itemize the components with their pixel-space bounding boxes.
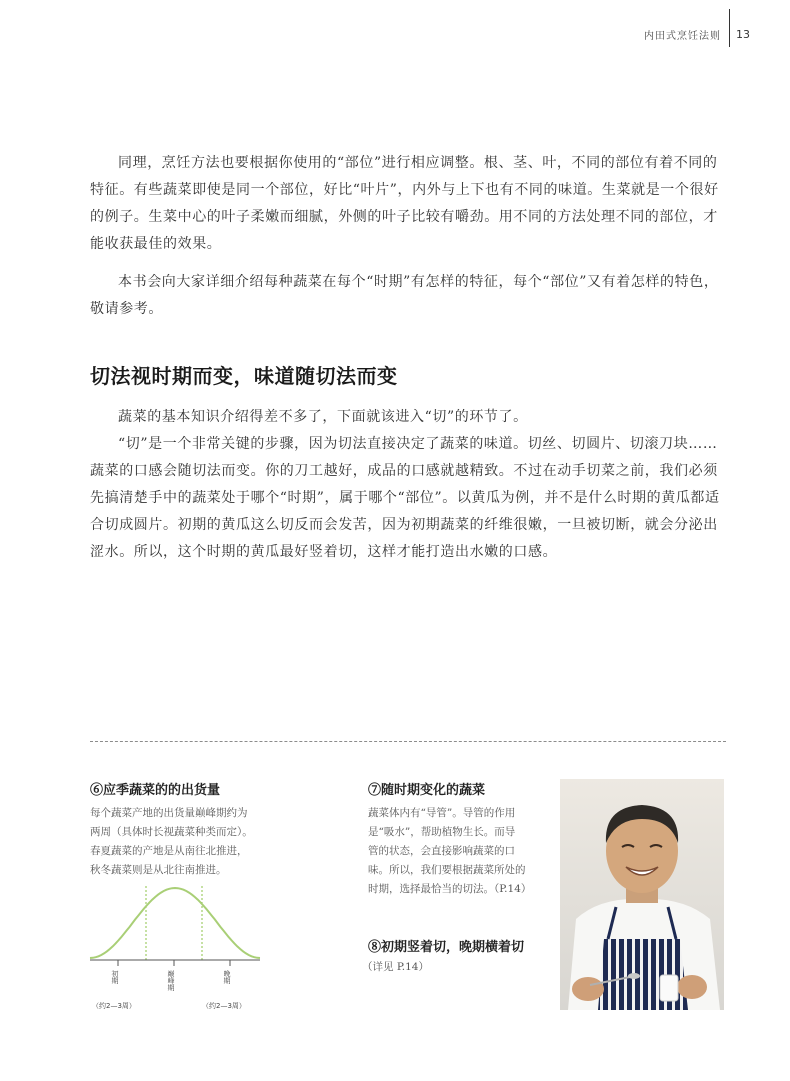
page-number: 13 bbox=[736, 27, 750, 41]
intro-paragraph-2: 本书会向大家详细介绍每种蔬菜在每个“时期”有怎样的特征，每个“部位”又有着怎样的特色，敬请参考。 bbox=[90, 274, 719, 317]
section-paragraph-1: 蔬菜的基本知识介绍得差不多了，下面就该进入“切”的环节了。 bbox=[118, 409, 528, 425]
shipment-curve-chart bbox=[90, 880, 265, 1020]
dashed-divider bbox=[90, 741, 726, 742]
note6-line: 两周（具体时长视蔬菜种类而定）。 bbox=[90, 826, 253, 838]
period-label-early: 初期 bbox=[111, 970, 119, 984]
note7-line: 管的状态，会直接影响蔬菜的口 bbox=[368, 845, 515, 857]
note7-line: 时期，选择最恰当的切法。（P.14） bbox=[368, 883, 532, 895]
note6-title: ⑥应季蔬菜的的出货量 bbox=[90, 783, 221, 798]
note7-text bbox=[368, 804, 553, 899]
note6-line: 秋冬蔬菜则是从北往南推进。 bbox=[90, 864, 227, 876]
chart-svg bbox=[90, 880, 265, 1020]
chef-photo bbox=[560, 779, 724, 1010]
note6-line: 春夏蔬菜的产地是从南往北推进， bbox=[90, 845, 248, 857]
note6-line: 每个蔬菜产地的出货量巅峰期约为 bbox=[90, 807, 248, 819]
note7-line: 是“吸水”，帮助植物生长。而导 bbox=[368, 826, 516, 838]
note6-text bbox=[90, 804, 290, 880]
chef-portrait-icon bbox=[560, 779, 724, 1010]
page-header bbox=[644, 22, 750, 46]
shipment-curve bbox=[90, 888, 260, 958]
note7-line: 味。所以，我们要根据蔬菜所处的 bbox=[368, 864, 526, 876]
duration-label-1: （约2—3周） bbox=[92, 1002, 136, 1010]
note7-line: 蔬菜体内有“导管”。导管的作用 bbox=[368, 807, 516, 819]
note7-title: ⑦随时期变化的蔬菜 bbox=[368, 783, 486, 798]
note8-ref: （详见 P.14） bbox=[362, 961, 429, 973]
intro-paragraph-1: 同理，烹饪方法也要根据你使用的“部位”进行相应调整。根、茎、叶，不同的部位有着不同的特征。有些蔬菜即使是同一个部位，好比“叶片”，内外与上下也有不同的味道。生菜就是一个很好的例子。生菜中心的叶子柔嫩而细腻，外侧的叶子比较有嚼劲。用不同的方法处理不同的部位，才能收获最佳的效果。 bbox=[90, 155, 719, 252]
section-paragraph-2: “切”是一个非常关键的步骤，因为切法直接决定了蔬菜的味道。切丝、切圆片、切滚刀块……蔬菜的口感会随切法而变。你的刀工越好，成品的口感就越精致。不过在动手切菜之前，我们必须先搞清楚手中的蔬菜处于哪个“时期”，属于哪个“部位”。以黄瓜为例，并不是什么时期的黄瓜都适合切成圆片。初期的黄瓜这么切反而会发苦，因为初期蔬菜的纤维很嫩，一旦被切断，就会分泌出涩水。所以，这个时期的黄瓜最好竖着切，这样才能打造出水嫩的口感。 bbox=[90, 436, 720, 560]
duration-label-2: （约2—3周） bbox=[202, 1002, 246, 1010]
period-label-late: 晚期 bbox=[223, 970, 231, 984]
note8-title: ⑧初期竖着切，晚期横着切 bbox=[368, 940, 525, 955]
book-title: 内田式烹饪法则 bbox=[644, 30, 721, 42]
section-heading: 切法视时期而变，味道随切法而变 bbox=[90, 364, 398, 388]
header-divider bbox=[729, 9, 730, 47]
period-label-peak: 巅峰期 bbox=[167, 970, 175, 991]
